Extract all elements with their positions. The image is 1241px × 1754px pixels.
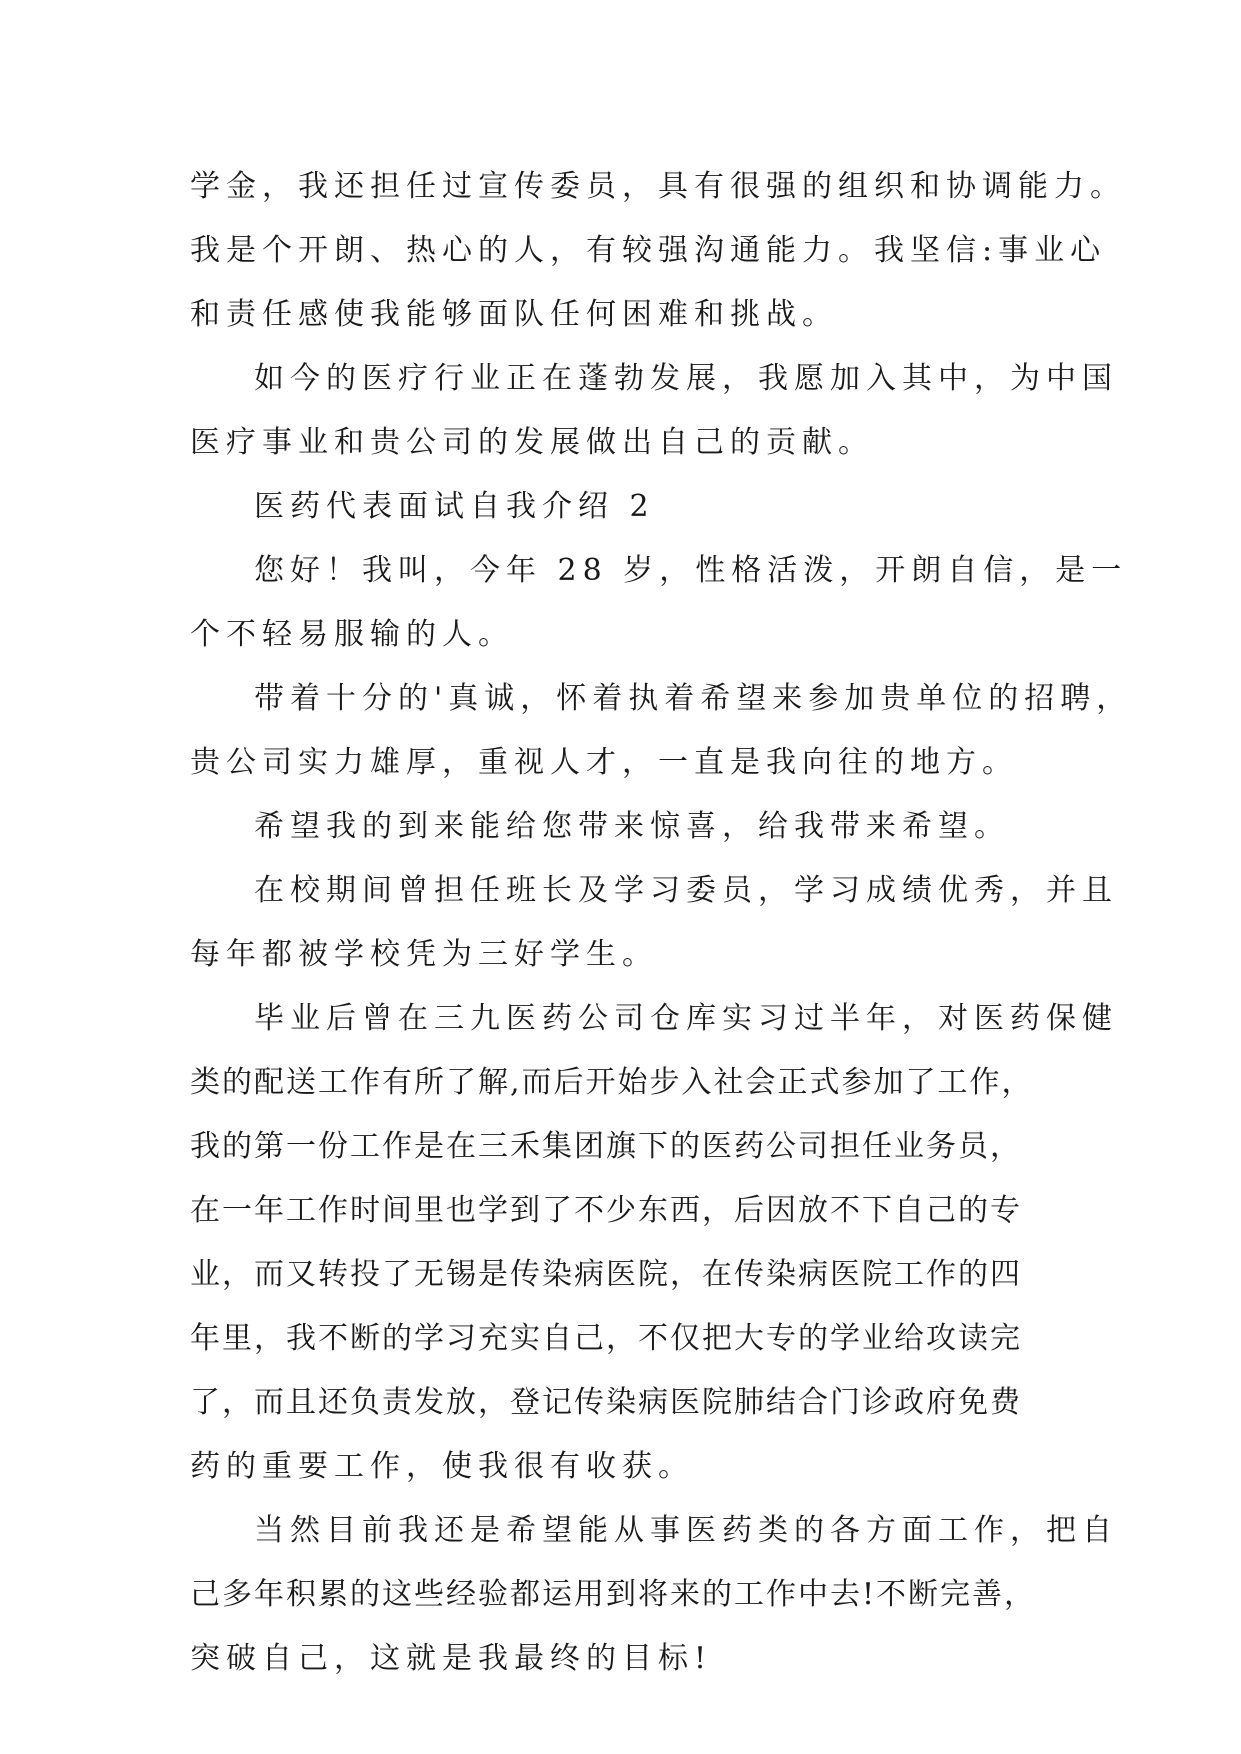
text-line: 毕业后曾在三九医药公司仓库实习过半年，对医药保健 <box>254 1001 1118 1036</box>
text-line: 个不轻易服输的人。 <box>190 617 514 652</box>
text-line: 您好！我叫，今年 28 岁，性格活泼，开朗自信，是一 <box>254 553 1128 588</box>
text-line: 贵公司实力雄厚，重视人才，一直是我向往的地方。 <box>190 745 1018 780</box>
text-line: 和责任感使我能够面队任何困难和挑战。 <box>190 297 838 332</box>
text-line: 每年都被学校凭为三好学生。 <box>190 937 658 972</box>
text-line: 带着十分的'真诚，怀着执着希望来参加贵单位的招聘， <box>254 681 1133 716</box>
section-heading: 医药代表面试自我介绍 2 <box>254 489 655 524</box>
text-line: 希望我的到来能给您带来惊喜，给我带来希望。 <box>254 809 1010 844</box>
text-line: 医疗事业和贵公司的发展做出自己的贡献。 <box>190 425 874 460</box>
text-line: 在一年工作时间里也学到了不少东西，后因放不下自己的专 <box>190 1193 1022 1228</box>
text-line: 当然目前我还是希望能从事医药类的各方面工作，把自 <box>254 1513 1118 1548</box>
text-line: 我是个开朗、热心的人，有较强沟通能力。我坚信:事业心 <box>190 233 1107 268</box>
text-line: 类的配送工作有所了解,而后开始步入社会正式参加了工作， <box>190 1065 1034 1100</box>
text-line: 业，而又转投了无锡是传染病医院，在传染病医院工作的四 <box>190 1257 1022 1292</box>
text-line: 己多年积累的这些经验都运用到将来的工作中去!不断完善， <box>190 1577 1037 1612</box>
text-line: 了，而且还负责发放，登记传染病医院肺结合门诊政府免费 <box>190 1385 1022 1420</box>
text-line: 如今的医疗行业正在蓬勃发展，我愿加入其中，为中国 <box>254 361 1118 396</box>
text-line: 学金，我还担任过宣传委员，具有很强的组织和协调能力。 <box>190 169 1126 204</box>
document-body <box>190 155 1133 1691</box>
text-line: 突破自己，这就是我最终的目标! <box>190 1641 713 1676</box>
text-line: 药的重要工作，使我很有收获。 <box>190 1449 694 1484</box>
text-line: 年里，我不断的学习充实自己，不仅把大专的学业给攻读完 <box>190 1321 1022 1356</box>
text-line: 我的第一份工作是在三禾集团旗下的医药公司担任业务员， <box>190 1129 1022 1164</box>
text-line: 在校期间曾担任班长及学习委员，学习成绩优秀，并且 <box>254 873 1118 908</box>
